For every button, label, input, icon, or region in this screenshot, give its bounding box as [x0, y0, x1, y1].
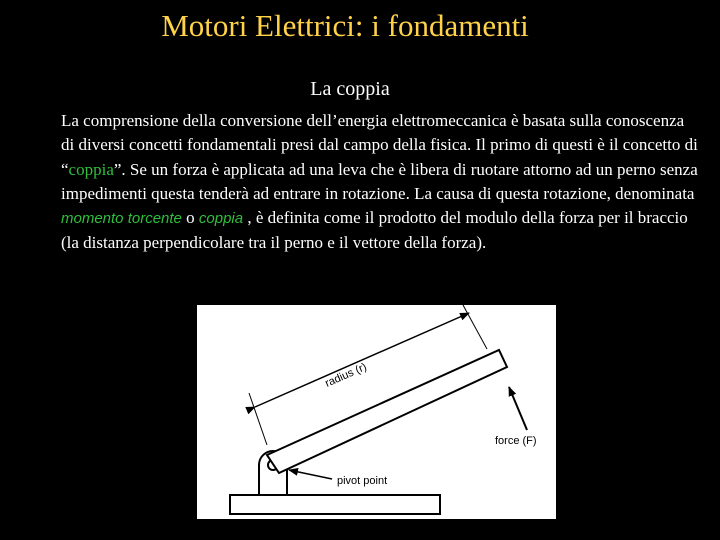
paragraph-connector: o	[181, 208, 199, 228]
body-paragraph	[61, 109, 701, 256]
slide-title: Motori Elettrici: i fondamenti	[161, 8, 529, 43]
radius-label: radius (r)	[323, 361, 369, 390]
radius-extension-left	[249, 393, 267, 445]
term-coppia-italic: coppia	[198, 210, 244, 228]
lever-arm	[267, 350, 507, 473]
pivot-pointer-line	[289, 470, 332, 479]
torque-diagram-drawing	[197, 305, 556, 519]
radius-extension-right	[463, 305, 487, 349]
paragraph-text-2: ”. Se un forza è applicata ad una leva che è libera di ruotare attorno ad un perno senza impedimenti questa tenderà ad entrare in rotazione. La causa di questa rotazione, denominata	[61, 159, 698, 203]
term-momento-torcente: momento torcente	[61, 210, 182, 228]
paragraph-text-1: La comprensione della conversione dell’energia elettromeccanica è basata sulla conoscenza di diversi concetti fondamentali presi dal campo della fisica. Il primo di questi è il concetto di “	[61, 111, 698, 179]
force-label: force (F)	[495, 435, 537, 447]
term-coppia: coppia	[68, 159, 114, 179]
torque-diagram	[197, 305, 556, 519]
paragraph-text-3: , è definita come il prodotto del modulo della forza per il braccio (la distanza perpendicolare tra il perno e il vettore della forza).	[61, 208, 688, 253]
force-arrow	[509, 387, 527, 430]
section-subtitle: La coppia	[310, 78, 390, 100]
base-block	[230, 495, 440, 514]
pivot-label: pivot point	[337, 475, 388, 487]
